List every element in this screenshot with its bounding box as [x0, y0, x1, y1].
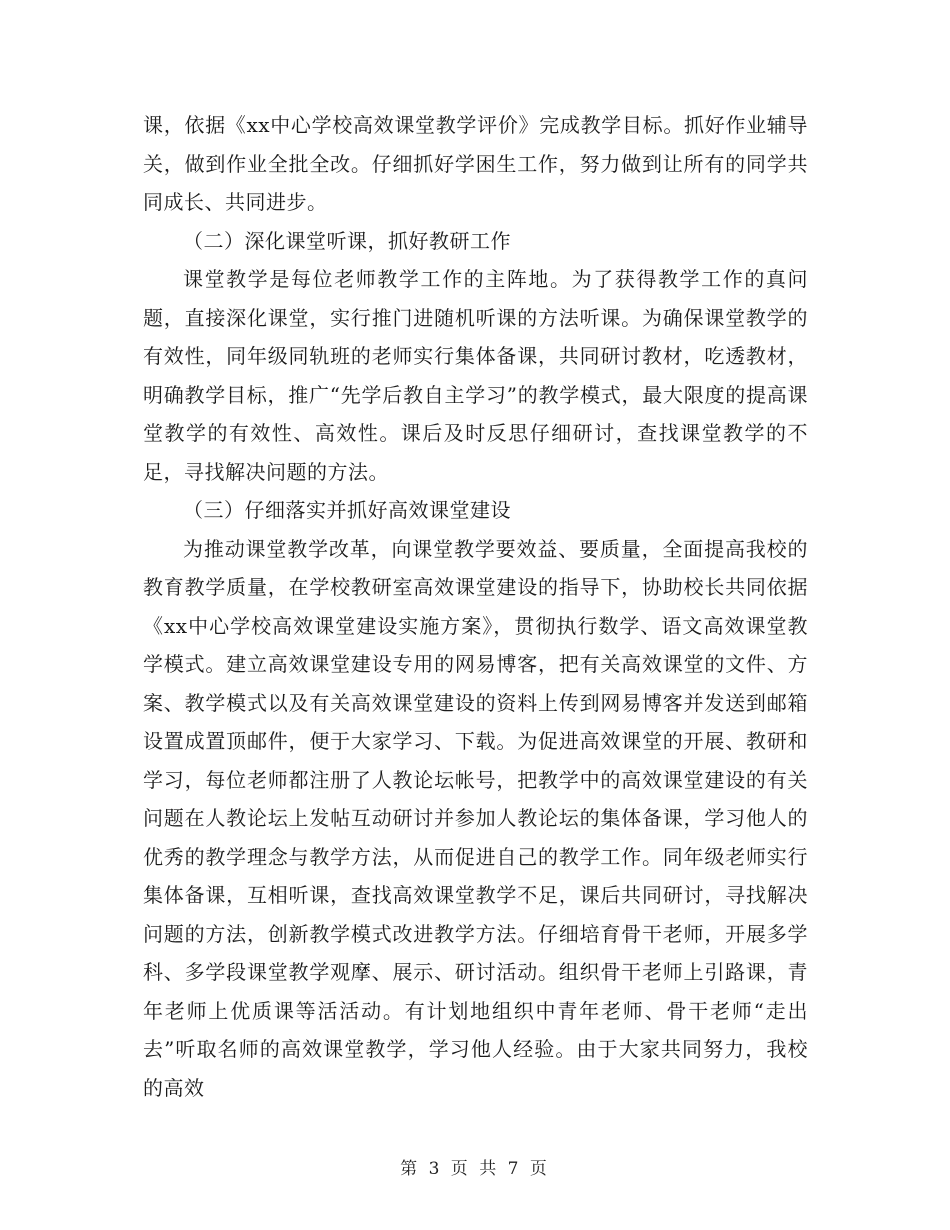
section-heading-3: （三）仔细落实并抓好高效课堂建设: [183, 498, 511, 522]
paragraph-continuation: 课，依据《xx中心学校高效课堂教学评价》完成教学目标。抓好作业辅导关，做到作业全批全改。仔细抓好学困生工作，努力做到让所有的同学共同成长、共同进步。: [143, 113, 808, 214]
document-body: [143, 106, 808, 1107]
section-heading-2: （二）深化课堂听课，抓好教研工作: [183, 228, 511, 253]
page-number-footer: 第 3 页 共 7 页: [400, 1159, 550, 1179]
paragraph-classroom-teaching: 课堂教学是每位老师教学工作的主阵地。为了获得教学工作的真问题，直接深化课堂，实行推门进随机听课的方法听课。为确保课堂教学的有效性，同年级同轨班的老师实行集体备课，共同研讨教材，吃透教材，明确教学目标，推广“先学后教自主学习”的教学模式，最大限度的提高课堂教学的有效性、高效性。课后及时反思仔细研讨，查找课堂教学的不足，寻找解决问题的方法。: [143, 267, 808, 484]
paragraph-efficient-classroom: 为推动课堂教学改革，向课堂教学要效益、要质量，全面提高我校的教育教学质量，在学校教研室高效课堂建设的指导下，协助校长共同依据《xx中心学校高效课堂建设实施方案》，贯彻执行数学、语文高效课堂教学模式。建立高效课堂建设专用的网易博客，把有关高效课堂的文件、方案、教学模式以及有关高效课堂建设的资料上传到网易博客并发送到邮箱设置成置顶邮件，便于大家学习、下载。为促进高效课堂的开展、教研和学习，每位老师都注册了人教论坛帐号，把教学中的高效课堂建设的有关问题在人教论坛上发帖互动研讨并参加人教论坛的集体备课，学习他人的优秀的教学理念与教学方法，从而促进自己的教学工作。同年级老师实行集体备课，互相听课，查找高效课堂教学不足，课后共同研讨，寻找解决问题的方法，创新教学模式改进教学方法。仔细培育骨干老师，开展多学科、多学段课堂教学观摩、展示、研讨活动。组织骨干老师上引路课，青年老师上优质课等活活动。有计划地组织中青年老师、骨干老师“走出去”听取名师的高效课堂教学，学习他人经验。由于大家共同努力，我校的高效: [143, 536, 808, 1100]
